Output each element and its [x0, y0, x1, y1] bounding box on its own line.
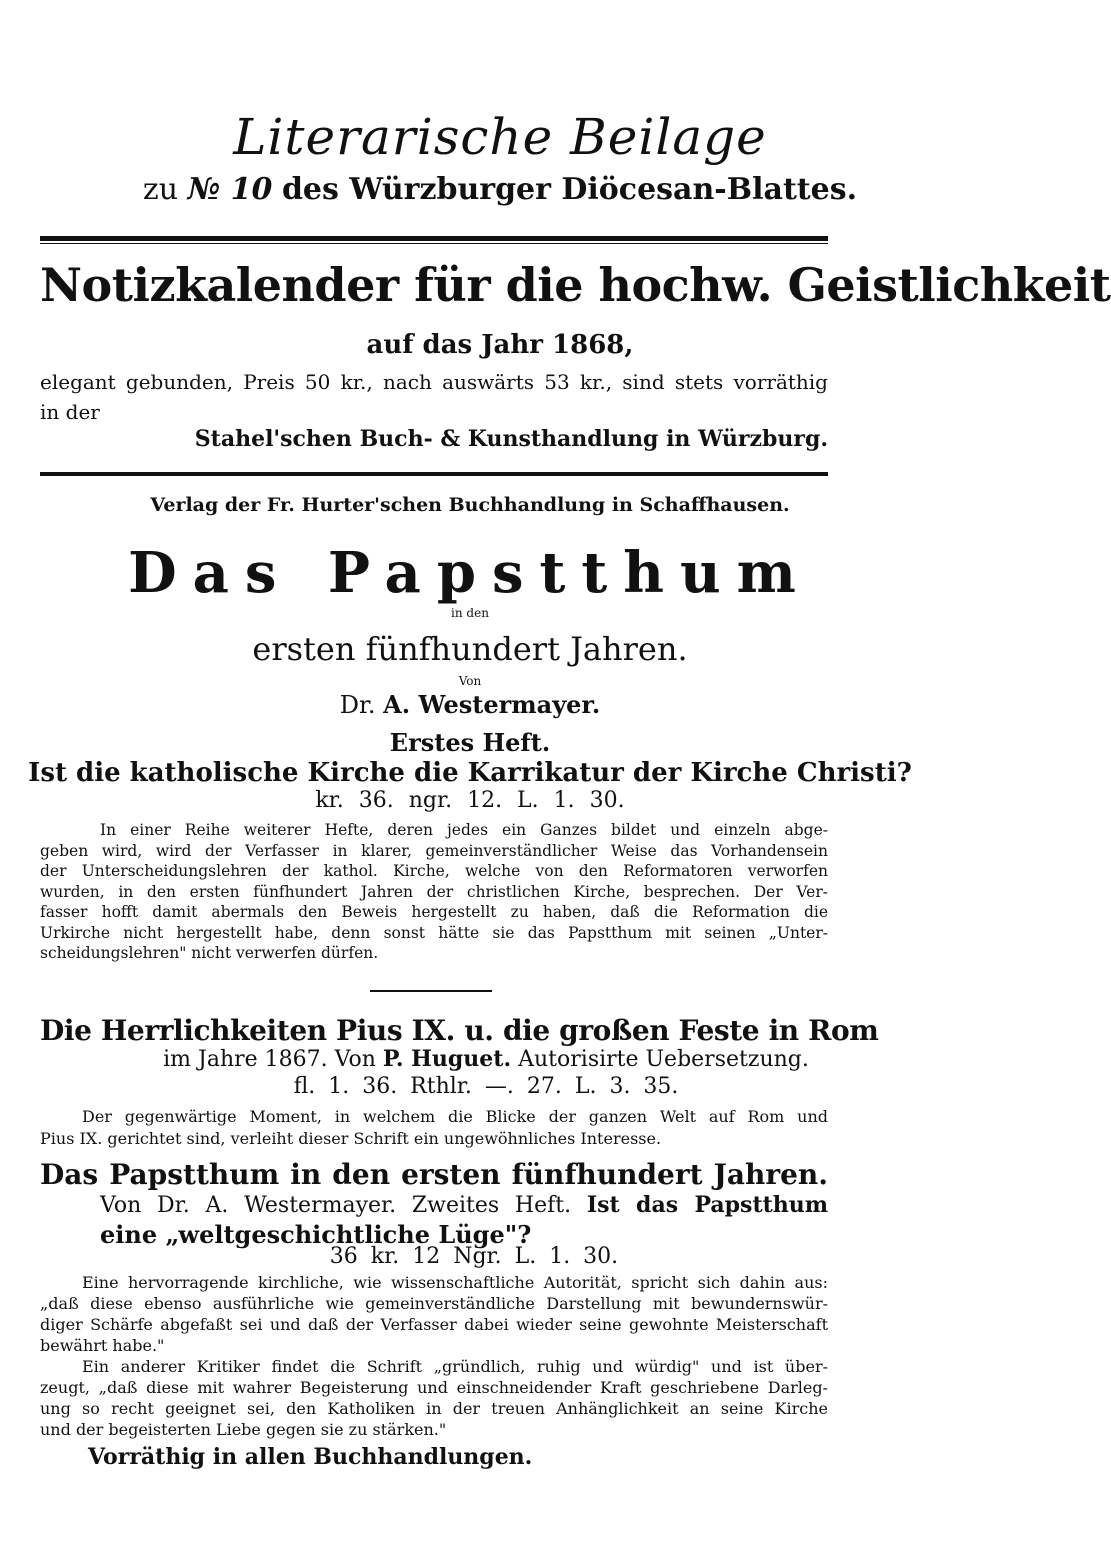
ad2-desc-line: fasser hofft damit abermals den Beweis hergestellt zu haben, daß die Reformation die	[40, 903, 828, 921]
ad4-desc-line: zeugt, „daß diese mit wahrer Begeisterung und einschneidender Kraft geschriebene Darleg-	[40, 1378, 828, 1397]
page-subtitle	[0, 172, 1000, 207]
ad1-title: Notizkalender für die hochw. Geistlichkeit	[40, 258, 1111, 312]
ad4-desc-line: diger Schärfe abgefaßt sei und daß der Verfasser dabei wieder seine gewohnte Meisterschaft	[40, 1315, 828, 1334]
ad4-line3: eine „weltgeschichtliche Lüge"?	[100, 1220, 532, 1249]
ad4-desc-line: Eine hervorragende kirchliche, wie wissenschaftliche Autorität, spricht sich dahin aus:	[82, 1273, 828, 1292]
ad4-desc-line: „daß diese ebenso ausführliche wie gemeinverständliche Darstellung mit bewundernswür-	[40, 1294, 828, 1313]
ad4-desc-line: und der begeisterten Liebe gegen sie zu stärken."	[40, 1420, 447, 1439]
ad4-desc-line: bewährt habe."	[40, 1336, 165, 1355]
divider-top	[40, 236, 828, 241]
ad2-desc-line: geben wird, wird der Verfasser in klarer, gemeinverständlicher Weise das Vorhandensein	[40, 841, 828, 860]
ad2-von: Von	[458, 674, 482, 688]
divider-ad1	[40, 472, 828, 476]
ad3-description	[40, 1106, 828, 1150]
ad2-question: Ist die katholische Kirche die Karrikatur der Kirche Christi?	[28, 758, 912, 788]
ad1-year-line: auf das Jahr 1868,	[366, 330, 634, 360]
ad4-footer: Vorräthig in allen Buchhandlungen.	[88, 1444, 533, 1470]
subtitle-pre: zu	[142, 172, 179, 207]
divider-top-thin	[40, 243, 828, 244]
ad2-desc-line: der Unterscheidungslehren der kathol. Kirche, welche von den Reformatoren verworfen	[40, 862, 828, 880]
ad2-title: Das Papstthum	[128, 540, 812, 606]
ad3-author: P. Huguet.	[382, 1046, 512, 1072]
ad3-line2-pre: im Jahre 1867. Von	[163, 1047, 376, 1072]
ad2-author: A. Westermayer.	[383, 690, 601, 719]
ad2-description	[40, 820, 828, 964]
ad4-price: 36 kr. 12 Ngr. L. 1. 30.	[329, 1244, 619, 1269]
ad1-line2: in der	[40, 400, 100, 424]
ad4-line2-pre: Von	[100, 1193, 142, 1218]
ad3-line2-post: Autorisirte Uebersetzung.	[518, 1047, 809, 1072]
ad3-line2	[0, 1046, 986, 1072]
ad2-desc-line: scheidungslehren" nicht verwerfen dürfen.	[40, 944, 379, 962]
ad2-years: ersten fünfhundert Jahren.	[252, 630, 688, 668]
ad4-line2-mid: Zweites Heft.	[411, 1193, 572, 1218]
ad4-line2-bold: Ist das Papstthum	[586, 1192, 829, 1218]
ad2-author-line	[0, 690, 970, 719]
ad4-title: Das Papstthum in den ersten fünfhundert Jahren.	[40, 1158, 828, 1191]
ad4-line2	[100, 1192, 828, 1218]
ad4-desc-line: Ein anderer Kritiker findet die Schrift „gründlich, ruhig und würdig" und ist über-	[82, 1357, 828, 1376]
ad2-publisher: Verlag der Fr. Hurter'schen Buchhandlung in Schaffhausen.	[150, 494, 790, 516]
ad2-heft: Erstes Heft.	[389, 728, 551, 757]
ad2-desc-line: wurden, in den ersten fünfhundert Jahren der christlichen Kirche, besprechen. Der Ver-	[40, 882, 828, 901]
divider-short	[370, 990, 492, 992]
ad4-description	[40, 1272, 828, 1440]
ad2-author-pre: Dr.	[339, 691, 376, 719]
ad3-title: Die Herrlichkeiten Pius IX. u. die großen Feste in Rom	[40, 1014, 879, 1047]
ad2-desc-line: In einer Reihe weiterer Hefte, deren jedes ein Ganzes bildet und einzeln abge-	[100, 821, 828, 839]
ad2-in-den: in den	[451, 606, 489, 620]
ad4-desc-line: ung so recht geeignet sei, den Katholiken in der treuen Anhänglichkeit an seine Kirche	[40, 1399, 828, 1418]
ad1-line1: elegant gebunden, Preis 50 kr., nach auswärts 53 kr., sind stets vorräthig	[40, 370, 828, 394]
ad2-desc-line: Urkirche nicht hergestellt habe, denn sonst hätte sie das Papstthum mit seinen „Unter-	[40, 923, 828, 942]
ad3-desc-line: Der gegenwärtige Moment, in welchem die Blicke der ganzen Welt auf Rom und	[82, 1107, 828, 1126]
ad4-author: Dr. A. Westermayer.	[157, 1193, 397, 1218]
page-title: Literarische Beilage	[233, 108, 767, 166]
issue-number: № 10	[187, 172, 273, 207]
ad1-shop: Stahel'schen Buch- & Kunsthandlung in Würzburg.	[194, 426, 828, 452]
ad3-desc-line: Pius IX. gerichtet sind, verleiht dieser Schrift ein ungewöhnliches Interesse.	[40, 1129, 662, 1148]
ad3-price: fl. 1. 36. Rthlr. —. 27. L. 3. 35.	[293, 1074, 679, 1099]
subtitle-post: des Würzburger Diöcesan-Blattes.	[281, 172, 858, 207]
ad2-price: kr. 36. ngr. 12. L. 1. 30.	[315, 788, 625, 813]
